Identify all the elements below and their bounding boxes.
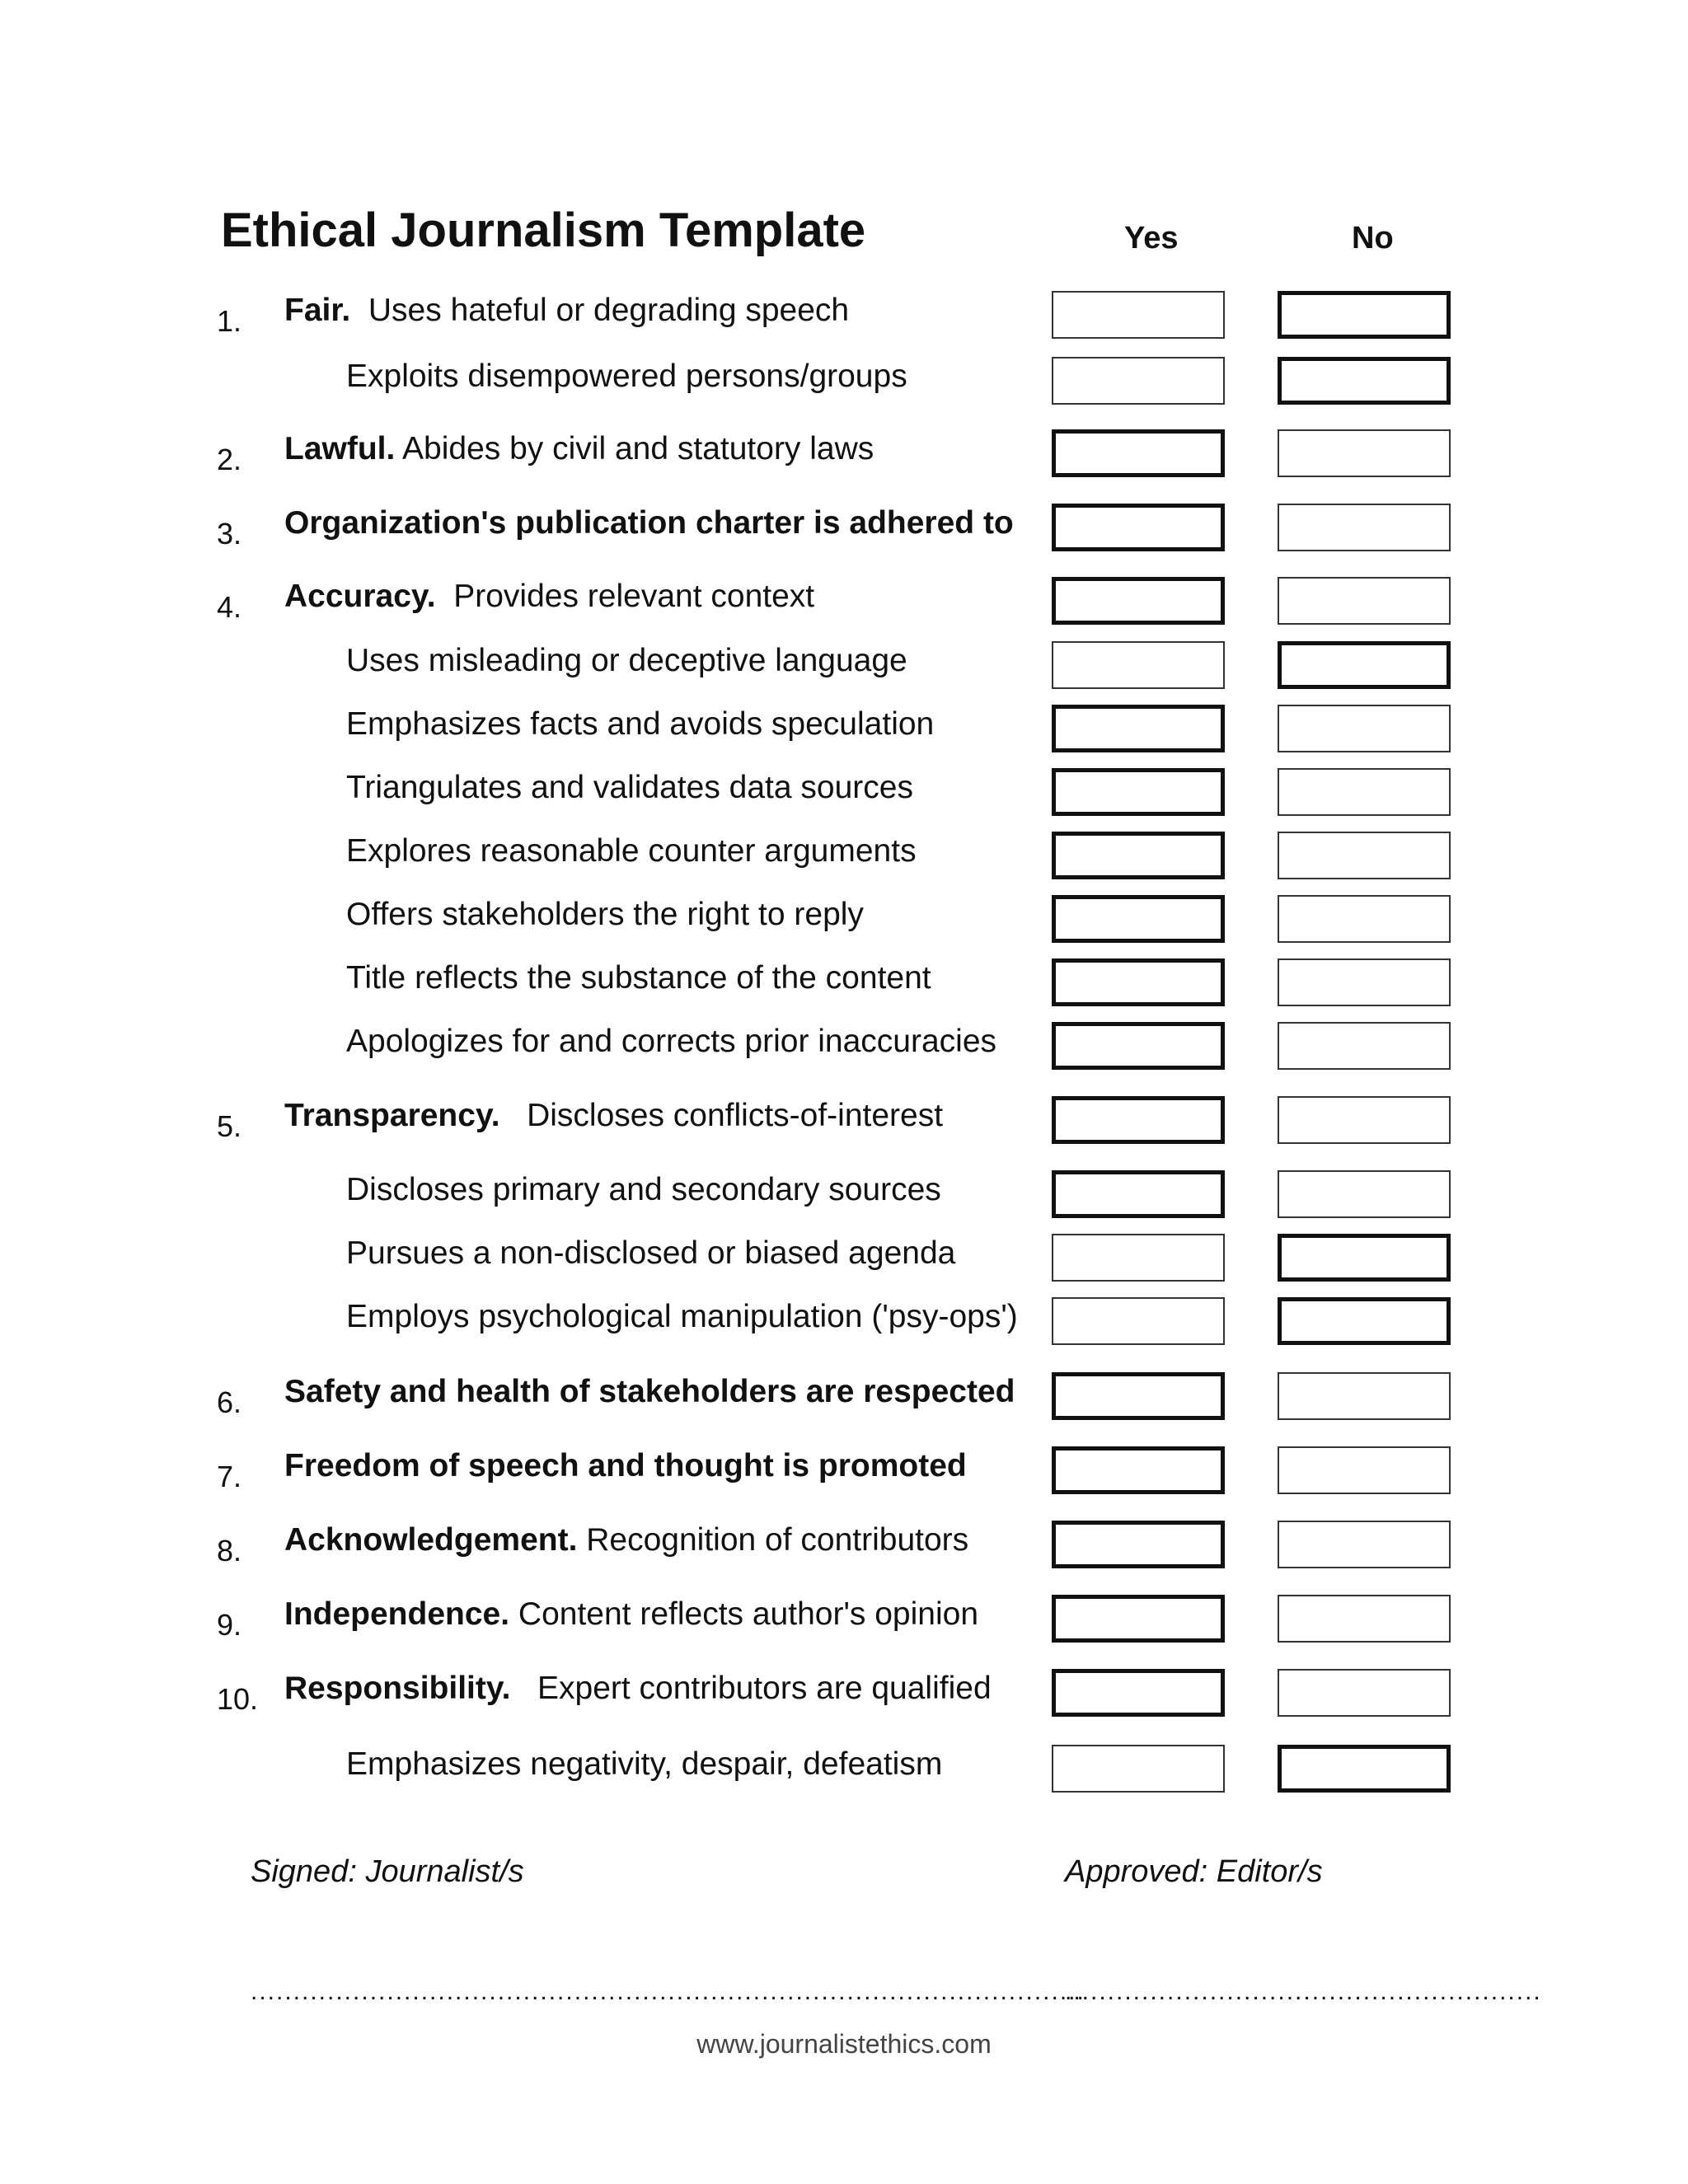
editor-signature-line[interactable]: ........................................................ (1065, 1978, 1542, 2005)
yes-checkbox[interactable] (1052, 768, 1225, 816)
item-text: Emphasizes negativity, despair, defeatism (346, 1746, 943, 1782)
item-text: Abides by civil and statutory laws (395, 431, 874, 466)
item-heading: Acknowledgement. (284, 1522, 578, 1558)
item-text: Triangulates and validates data sources (346, 770, 913, 805)
item-label (346, 643, 907, 679)
yes-checkbox[interactable] (1052, 1022, 1225, 1070)
item-text: Discloses primary and secondary sources (346, 1172, 941, 1207)
item-label (346, 770, 913, 806)
yes-checkbox[interactable] (1052, 1595, 1225, 1643)
item-heading: Transparency. (284, 1098, 500, 1133)
item-heading: Accuracy. (284, 579, 436, 614)
item-heading: Independence. (284, 1596, 510, 1632)
item-number: 3. (217, 517, 242, 551)
item-label (284, 1522, 968, 1558)
no-checkbox[interactable] (1278, 357, 1451, 405)
page-title: Ethical Journalism Template (221, 204, 866, 257)
no-checkbox[interactable] (1278, 641, 1451, 689)
yes-checkbox[interactable] (1052, 1170, 1225, 1218)
item-heading: Fair. (284, 293, 351, 328)
no-checkbox[interactable] (1278, 705, 1451, 752)
item-heading: Organization's publication charter is adhered to (284, 505, 1014, 541)
item-text: Uses misleading or deceptive language (346, 643, 907, 678)
item-text: Offers stakeholders the right to reply (346, 897, 864, 932)
item-text: Emphasizes facts and avoids speculation (346, 706, 935, 742)
item-label (346, 1235, 955, 1272)
yes-checkbox[interactable] (1052, 1446, 1225, 1494)
item-label (284, 1671, 992, 1707)
yes-checkbox[interactable] (1052, 291, 1225, 339)
yes-column-header: Yes (1124, 221, 1179, 255)
item-text: Recognition of contributors (577, 1522, 969, 1558)
item-label (284, 579, 814, 615)
no-checkbox[interactable] (1278, 1669, 1451, 1717)
item-label (346, 960, 931, 996)
item-text: Employs psychological manipulation ('psy-ops') (346, 1299, 1018, 1334)
yes-checkbox[interactable] (1052, 1297, 1225, 1345)
no-checkbox[interactable] (1278, 895, 1451, 943)
item-label (284, 1098, 943, 1134)
no-checkbox[interactable] (1278, 958, 1451, 1006)
yes-checkbox[interactable] (1052, 1669, 1225, 1717)
no-checkbox[interactable] (1278, 1022, 1451, 1070)
item-text: Exploits disempowered persons/groups (346, 359, 907, 394)
item-label (346, 1746, 942, 1783)
item-label (284, 1374, 1015, 1410)
no-checkbox[interactable] (1278, 768, 1451, 816)
no-checkbox[interactable] (1278, 577, 1451, 625)
no-checkbox[interactable] (1278, 1234, 1451, 1282)
item-text: Apologizes for and corrects prior inaccuracies (346, 1024, 997, 1059)
item-text: Expert contributors are qualified (510, 1671, 992, 1706)
item-text: Uses hateful or degrading speech (350, 293, 850, 328)
item-label (284, 505, 1014, 541)
item-text: Title reflects the substance of the content (346, 960, 931, 996)
item-label (346, 1172, 941, 1208)
item-number: 9. (217, 1608, 242, 1642)
yes-checkbox[interactable] (1052, 1096, 1225, 1144)
yes-checkbox[interactable] (1052, 429, 1225, 477)
item-heading: Safety and health of stakeholders are respected (284, 1374, 1015, 1409)
item-label (346, 833, 917, 869)
item-number: 1. (217, 304, 242, 338)
yes-checkbox[interactable] (1052, 357, 1225, 405)
no-checkbox[interactable] (1278, 1595, 1451, 1643)
yes-checkbox[interactable] (1052, 1372, 1225, 1420)
item-text: Content reflects author's opinion (509, 1596, 979, 1632)
item-text: Discloses conflicts-of-interest (499, 1098, 944, 1133)
yes-checkbox[interactable] (1052, 577, 1225, 625)
no-checkbox[interactable] (1278, 429, 1451, 477)
no-column-header: No (1352, 221, 1394, 255)
item-label (284, 1596, 978, 1633)
item-number: 7. (217, 1460, 242, 1493)
item-text: Explores reasonable counter arguments (346, 833, 917, 869)
item-heading: Responsibility. (284, 1671, 511, 1706)
no-checkbox[interactable] (1278, 504, 1451, 551)
item-label (346, 1024, 996, 1060)
editor-signature-label: Approved: Editor/s (1065, 1854, 1323, 1889)
yes-checkbox[interactable] (1052, 958, 1225, 1006)
yes-checkbox[interactable] (1052, 895, 1225, 943)
yes-checkbox[interactable] (1052, 641, 1225, 689)
item-label (346, 706, 934, 743)
yes-checkbox[interactable] (1052, 1234, 1225, 1282)
item-number: 10. (217, 1682, 259, 1716)
item-text: Provides relevant context (435, 579, 815, 614)
yes-checkbox[interactable] (1052, 504, 1225, 551)
no-checkbox[interactable] (1278, 832, 1451, 879)
no-checkbox[interactable] (1278, 1521, 1451, 1568)
item-number: 5. (217, 1109, 242, 1143)
item-label (346, 1299, 1018, 1335)
journalist-signature-line[interactable]: .................................................................................................. (251, 1978, 1085, 2005)
item-label (284, 431, 874, 467)
item-number: 6. (217, 1385, 242, 1419)
item-number: 8. (217, 1534, 242, 1568)
yes-checkbox[interactable] (1052, 705, 1225, 752)
no-checkbox[interactable] (1278, 1170, 1451, 1218)
item-heading: Lawful. (284, 431, 396, 466)
item-heading: Freedom of speech and thought is promoted (284, 1448, 967, 1483)
no-checkbox[interactable] (1278, 1372, 1451, 1420)
item-label (284, 293, 849, 329)
item-number: 2. (217, 443, 242, 476)
yes-checkbox[interactable] (1052, 1745, 1225, 1793)
no-checkbox[interactable] (1278, 1446, 1451, 1494)
yes-checkbox[interactable] (1052, 1521, 1225, 1568)
no-checkbox[interactable] (1278, 1096, 1451, 1144)
yes-checkbox[interactable] (1052, 832, 1225, 879)
no-checkbox[interactable] (1278, 1745, 1451, 1793)
item-text: Pursues a non-disclosed or biased agenda (346, 1235, 956, 1271)
item-label (346, 359, 907, 395)
no-checkbox[interactable] (1278, 291, 1451, 339)
item-label (284, 1448, 967, 1484)
item-label (346, 897, 864, 933)
journalist-signature-label: Signed: Journalist/s (251, 1854, 524, 1889)
footer-url: www.journalistethics.com (696, 2029, 992, 2059)
no-checkbox[interactable] (1278, 1297, 1451, 1345)
item-number: 4. (217, 590, 242, 624)
